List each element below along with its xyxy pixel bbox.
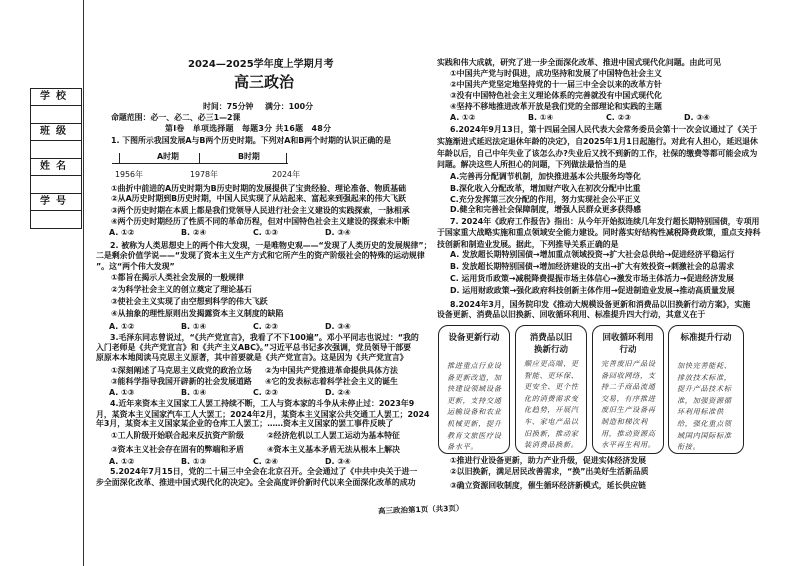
q3-option: ③能科学指导我国开辟新的社会发展道路 bbox=[111, 377, 252, 386]
q1-option: ③两个历史时期在本质上都是我们党领导人民进行社会主义建设的实践探索，一脉相承 bbox=[111, 206, 410, 215]
answer-a[interactable]: A. ①② bbox=[109, 322, 135, 331]
timeline-period-b: B时期 bbox=[238, 152, 260, 161]
answer-c[interactable]: C. ②③ bbox=[253, 388, 278, 397]
answer-b[interactable]: B. ①④ bbox=[181, 322, 207, 331]
q8-stem: 设备更新、消费品以旧换新、回收循环利用、标准提升四大行动，其意义在于 bbox=[437, 310, 706, 319]
answer-a[interactable]: A. ①② bbox=[450, 113, 476, 122]
answer-d[interactable]: D. ③④ bbox=[325, 457, 351, 466]
action-box-equipment-update bbox=[438, 325, 510, 454]
q4-answers bbox=[109, 457, 397, 467]
q5-stem: 步全面深化改革、推进中国式现代化的决定》。全会高度评价新时代以来全面深化改革的成功 bbox=[96, 478, 416, 487]
answer-a[interactable]: A. ①③ bbox=[109, 388, 135, 397]
school-label: 学校 bbox=[31, 89, 81, 106]
student-info-box bbox=[30, 88, 82, 229]
section-title: 第Ⅰ卷 单项选择题 每题3分 共16题 48分 bbox=[165, 124, 332, 133]
timeline-tick bbox=[199, 153, 200, 163]
timeline-year: 2024年 bbox=[272, 170, 300, 179]
binding-line bbox=[83, 0, 84, 566]
answer-d[interactable]: D. ②④ bbox=[325, 388, 351, 397]
answer-c[interactable]: C. ②④ bbox=[253, 457, 278, 466]
q8-stem: 8.2024年3月，国务院印发《推动大规模设备更新和消费品以旧换新行动方案》，实施 bbox=[450, 300, 751, 309]
answer-b[interactable]: B. ②④ bbox=[181, 228, 207, 237]
q6-stem: 问题。解决这些人所担心的问题，下列做法最恰当的是 bbox=[437, 160, 627, 169]
q3-stem: 入门老师是《共产党宣言》和《共产主义ABC》。”习近平总书记多次强调，党员领导干部要 bbox=[96, 343, 412, 352]
q5-answers bbox=[450, 113, 762, 123]
full-score: 满分：100分 bbox=[265, 102, 314, 111]
action-box-recycling bbox=[592, 325, 664, 454]
q3-option: ①深刻阐述了马克思主义政党的政治立场 bbox=[111, 366, 252, 375]
q3-stem: 3.毛泽东同志曾说过，“《共产党宣言》，我看了不下100遍”。邓小平同志也说过：“我的 bbox=[110, 333, 419, 342]
answer-a[interactable]: A. ①② bbox=[109, 457, 135, 466]
school-field[interactable] bbox=[31, 106, 81, 124]
q2-stem: 2. 被称为人类思想史上的两个伟大发现，一是唯物史观——“发现了人类历史的发展规律”； bbox=[110, 241, 432, 250]
page-footer: 高三政治第1页（共3页） bbox=[377, 503, 464, 516]
name-field[interactable] bbox=[31, 176, 81, 194]
answer-d[interactable]: D. ③④ bbox=[325, 228, 351, 237]
q1-option: ①曲折中前进的A历史时期为B历史时期的发展提供了宝贵经验、理论准备、物质基础 bbox=[111, 184, 406, 193]
box-body: 推进重点行业设 备更新改造，加 快建设领域设备 更新，支持交通 运输设备和农业 机械更新，提升 教育文旅医疗设备水平。 bbox=[447, 361, 502, 452]
q3-option: ④它的发表标志着科学社会主义的诞生 bbox=[265, 377, 398, 386]
q4-option: ③资本主义社会存在固有的弊端和矛盾 bbox=[111, 445, 244, 454]
q8-option: ①推进行业设备更新，助力产业升级，促进实体经济发展 bbox=[450, 456, 647, 465]
class-label: 班级 bbox=[31, 124, 81, 141]
answer-b[interactable]: B. ①④ bbox=[181, 388, 207, 397]
q5-option: ④坚持不移地推进改革开放是我们党的全部理论和实践的主题 bbox=[450, 102, 662, 111]
q2-option: ④从抽象的理性原则出发揭露资本主义制度的缺陷 bbox=[111, 309, 284, 318]
box-title: 回收循环利用 行动 bbox=[602, 333, 654, 355]
answer-c[interactable]: C. ①③ bbox=[253, 228, 278, 237]
q2-option: ①都旨在揭示人类社会发展的一般规律 bbox=[111, 273, 244, 282]
q6-stem: 实施渐进式延迟法定退休年龄的决定》，自2025年1月1日起施行。对此有人担心，延迟退休 bbox=[437, 137, 758, 146]
q7-option[interactable]: D. 运用财政政策→强化政府科技创新主体作用→促进制造业发展→推动高质量发展 bbox=[450, 286, 735, 295]
q1-option: ②从A历史时期到B历史时期，中国人民实现了从站起来、富起来到强起来的伟大飞跃 bbox=[111, 194, 406, 203]
q2-option: ③使社会主义实现了由空想到科学的伟大飞跃 bbox=[111, 297, 268, 306]
q4-option: ②经济危机以工人罢工运动为基本特征 bbox=[267, 431, 400, 440]
q1-option: ④两个历史时期经历了性质不同的革命历程，但对中国特色社会主义建设的探索未中断 bbox=[111, 217, 410, 226]
class-field[interactable] bbox=[31, 141, 81, 159]
q3-stem: 原原本本地阅读马克思主义原著，其中首要就是《共产党宣言》。这是因为《共产党宣言》 bbox=[96, 353, 408, 362]
q7-stem: 7. 2024年《政府工作报告》指出：从今年开始拟连续几年发行超长期特别国债，专项用 bbox=[450, 217, 760, 226]
q7-stem: 技创新和制造业发展。据此，下列推导关系正确的是 bbox=[437, 240, 619, 249]
q2-option: ②为科学社会主义的创立奠定了理论基石 bbox=[111, 285, 252, 294]
answer-d[interactable]: D. ③④ bbox=[684, 113, 710, 122]
q2-answers bbox=[109, 322, 397, 332]
answer-b[interactable]: B. ①③ bbox=[181, 457, 207, 466]
q6-option[interactable]: A.完善再分配调节机制，加快推进基本公共服务均等化 bbox=[450, 172, 641, 181]
answer-c[interactable]: C. ②③ bbox=[253, 322, 278, 331]
answer-c[interactable]: C. ②③ bbox=[606, 113, 631, 122]
name-label: 姓名 bbox=[31, 159, 81, 176]
q8-option: ②以旧换新，满足居民改善需求，“换”出美好生活新品质 bbox=[450, 467, 649, 476]
action-box-trade-in bbox=[515, 325, 587, 454]
exam-scope: 命题范围：必一、必二、必三1—2课 bbox=[111, 113, 241, 122]
q2-stem: ”。这“两个伟大发现” bbox=[96, 262, 175, 271]
box-title: 消费品以旧 换新行动 bbox=[529, 333, 573, 355]
q5-stem: 实践和伟大成就，研究了进一步全面深化改革、推进中国式现代化问题。由此可见 bbox=[437, 58, 722, 67]
timeline-year: 1978年 bbox=[190, 170, 218, 179]
q6-option[interactable]: C.充分发挥第三次分配的作用，努力实现社会公平正义 bbox=[450, 195, 641, 204]
q5-option: ①中国共产党与时俱进，成功坚持和发展了中国特色社会主义 bbox=[450, 69, 662, 78]
q6-stem: 年龄以后，自己中年失业了该怎么办?失业后又找不到新的工作，社保的缴费等都可能会成为 bbox=[437, 149, 758, 158]
q7-stem: 于国家重大战略实施和重点领域安全能力建设。同时落实好结构性减税降费政策，重点支持科 bbox=[437, 228, 761, 237]
timeline-period-a: A时期 bbox=[157, 152, 179, 161]
number-label: 学号 bbox=[31, 194, 81, 211]
q4-stem: 年3月，某资本主义国家某企业的仓库工人罢工；……资本主义国家的罢工事件反映了 bbox=[96, 419, 394, 428]
q6-option[interactable]: B.深化收入分配改革，增加财产收入在初次分配中比重 bbox=[450, 184, 641, 193]
q8-option: ③确立资源回收制度，催生循环经济新模式，延长供应链 bbox=[450, 481, 647, 490]
box-body: 完善废旧产品设 备回收网络，支 持二手商品流通 交易，有序推进 废旧生产设备再 制造和梯次利 用，推动资源高水平再生利用。 bbox=[601, 359, 656, 450]
q4-stem: 4.近年来资本主义国家工人罢工持续不断，工人与资本家的斗争从未停止过：2023年9 bbox=[110, 399, 415, 408]
q4-stem: 月，某资本主义国家汽车工人大罢工；2024年2月，某资本主义国家公共交通工人罢工；2024 bbox=[96, 410, 430, 419]
box-title: 标准提升行动 bbox=[680, 333, 732, 343]
number-field[interactable] bbox=[31, 211, 81, 228]
q5-option: ②中国共产党坚定地坚持党的十一届三中全会以来的改革方针 bbox=[450, 80, 662, 89]
q3-option: ②为中国共产党推进革命提供具体方法 bbox=[265, 366, 398, 375]
q6-stem: 6.2024年9月13日，第十四届全国人民代表大会常务委员会第十一次会议通过了《关于 bbox=[450, 125, 758, 134]
box-body: 加快完善能耗、 排放技术标准， 提升产品技术标 准，加强资源循 环利用标准供 给，强化重点领 域国内国际标准衔接。 bbox=[677, 361, 732, 452]
q4-option: ④资本主义基本矛盾无法从根本上解决 bbox=[267, 445, 400, 454]
exam-title: 2024—2025学年度上学期月考 bbox=[188, 59, 334, 70]
q2-stem: 二是剩余价值学说——“发现了资本主义生产方式和它所产生的资产阶级社会的特殊的运动规律 bbox=[96, 251, 425, 260]
answer-b[interactable]: B. ①④ bbox=[528, 113, 554, 122]
q7-option[interactable]: A. 发放超长期特别国债→增加重点领域投资→扩大社会总供给→促进经济平稳运行 bbox=[450, 250, 735, 259]
subject-title: 高三政治 bbox=[234, 73, 295, 91]
timeline-tick bbox=[119, 153, 120, 163]
exam-time: 时间：75分钟 bbox=[203, 102, 254, 111]
timeline-axis bbox=[112, 163, 288, 164]
timeline-tick bbox=[286, 153, 287, 163]
q6-option[interactable]: D.健全和完善社会保障制度，增强人民群众更多获得感 bbox=[450, 205, 642, 214]
q1-answers bbox=[109, 228, 397, 238]
answer-a[interactable]: A. ①② bbox=[109, 228, 135, 237]
q7-option[interactable]: C. 运用货币政策→减税降费提振市场主体信心→激发市场主体活力→促进经济发展 bbox=[450, 274, 734, 283]
box-body: 顺应更高端、更 智能、更环保、 更安全、更个性 化的消费需求变 化趋势，开展汽 车、家电产品以 旧换新，推动家装消费品换新。 bbox=[524, 359, 579, 450]
q1-stem: 1. 下图所示我国发展A与B两个历史时期。下列对A和B两个时期的认识正确的是 bbox=[111, 136, 392, 145]
box-title: 设备更新行动 bbox=[448, 333, 500, 343]
q3-answers bbox=[109, 388, 397, 398]
q5-option: ③没有中国特色社会主义理论体系的完善就没有中国式现代化 bbox=[450, 91, 662, 100]
q5-stem: 5.2024年7月15日，党的二十届三中全会在北京召开。全会通过了《中共中央关于进一 bbox=[110, 467, 418, 476]
answer-d[interactable]: D. ③④ bbox=[325, 322, 351, 331]
q4-option: ①工人阶级开始联合起来反抗资产阶级 bbox=[111, 431, 244, 440]
q7-option[interactable]: B. 发放超长期特别国债→增加经济建设的支出→扩大有效投资→刺激社会的总需求 bbox=[450, 262, 735, 271]
action-box-standards bbox=[668, 325, 744, 454]
timeline-year: 1956年 bbox=[115, 170, 143, 179]
